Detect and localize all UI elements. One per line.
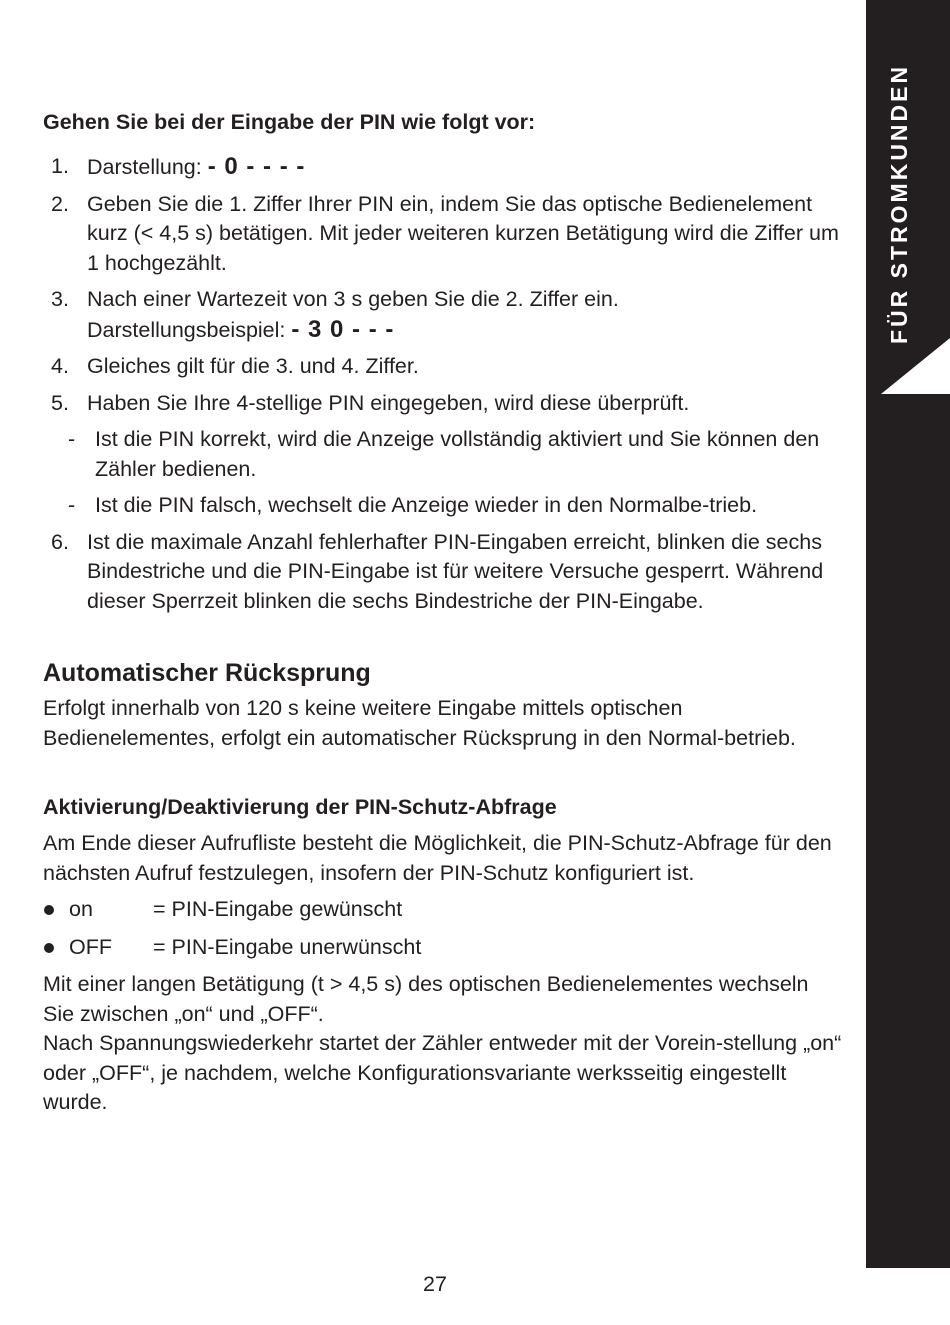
- side-tab-label: FÜR STROMKUNDEN: [886, 63, 912, 344]
- pin-protection-intro: Am Ende dieser Aufrufliste besteht die Möglichkeit, die PIN-Schutz-Abfrage für den nächsten Aufruf festzulegen, insofern der PIN-Schutz konfiguriert ist.: [43, 831, 832, 885]
- display-example: - 3 0 - - -: [291, 315, 395, 343]
- option-key: on: [69, 897, 93, 921]
- step-number: 5.: [51, 390, 69, 415]
- dash-marker: -: [68, 427, 76, 451]
- list-item-text: Ist die PIN korrekt, wird die Anzeige vollständig aktiviert und Sie können den Zähler bedienen.: [95, 427, 820, 481]
- step-2: [43, 190, 843, 279]
- page-number: 27: [423, 1272, 447, 1296]
- pin-entry-steps-continued: [43, 528, 843, 617]
- step-text: Gleiches gilt für die 3. und 4. Ziffer.: [87, 354, 419, 378]
- step-text: Nach einer Wartezeit von 3 s geben Sie die 2. Ziffer ein.: [87, 287, 619, 311]
- bullet-icon: [44, 943, 54, 953]
- step-number: 4.: [51, 354, 69, 378]
- option-value: = PIN-Eingabe unerwünscht: [153, 934, 422, 959]
- step-text: Geben Sie die 1. Ziffer Ihrer PIN ein, indem Sie das optische Bedienelement kurz (< 4,5 s) betätigen. Mit jeder weiteren kurzen Betätigung wird die Ziffer um 1 hochgezählt.: [87, 191, 839, 275]
- auto-return-text: Erfolgt innerhalb von 120 s keine weitere Eingabe mittels optischen Bedienelementes, erfolgt ein automatischer Rücksprung in den Normal-betrieb.: [43, 696, 796, 750]
- pin-protection-toggle-text: Mit einer langen Betätigung (t > 4,5 s) des optischen Bedienelementes wechseln Sie zwischen „on“ und „OFF“.: [43, 972, 809, 1026]
- option-key: OFF: [69, 934, 112, 959]
- display-example: - 0 - - - -: [207, 153, 306, 180]
- option-on: [43, 895, 843, 925]
- pin-entry-steps: [43, 152, 843, 418]
- option-value: = PIN-Eingabe gewünscht: [153, 897, 403, 921]
- step-number: 1.: [51, 154, 69, 178]
- list-item-text: Ist die PIN falsch, wechselt die Anzeige wieder in den Normalbe-trieb.: [95, 493, 758, 517]
- step-text: Haben Sie Ihre 4-stellige PIN eingegeben, wird diese überprüft.: [87, 390, 690, 415]
- dash-marker: -: [68, 493, 76, 517]
- list-item: [43, 425, 843, 484]
- step-text-secondary: Darstellungsbeispiel:: [87, 317, 292, 342]
- step-1: [43, 152, 843, 183]
- step-text: Darstellung:: [87, 155, 208, 179]
- pin-entry-heading: Gehen Sie bei der Eingabe der PIN wie folgt vor:: [43, 110, 536, 134]
- step-6: [43, 528, 843, 617]
- step-5: [43, 389, 843, 419]
- bullet-icon: [44, 905, 54, 915]
- pin-protection-restart-text: Nach Spannungswiederkehr startet der Zähler entweder mit der Vorein-stellung „on“ oder „OFF“, je nachdem, welche Konfigurationsvariante werksseitig eingestellt wurde.: [43, 1031, 842, 1114]
- step-text: Ist die maximale Anzahl fehlerhafter PIN-Eingaben erreicht, blinken die sechs Bindestriche und die PIN-Eingabe ist für weitere Versuche gesperrt. Während dieser Sperrzeit blinken die sechs Bindestriche der PIN-Eingabe.: [87, 529, 824, 613]
- step-3: [43, 285, 843, 345]
- pin-protection-options: [43, 895, 843, 962]
- step-4: [43, 352, 843, 382]
- pin-check-results: [43, 425, 843, 521]
- pin-protection-heading: Aktivierung/Deaktivierung der PIN-Schutz-Abfrage: [43, 795, 557, 819]
- list-item: [43, 491, 843, 521]
- step-number: 3.: [51, 287, 69, 311]
- step-number: 6.: [51, 529, 69, 554]
- option-off: [43, 933, 843, 963]
- auto-return-heading: Automatischer Rücksprung: [43, 659, 371, 687]
- step-number: 2.: [51, 191, 69, 216]
- page-content: [43, 108, 843, 1118]
